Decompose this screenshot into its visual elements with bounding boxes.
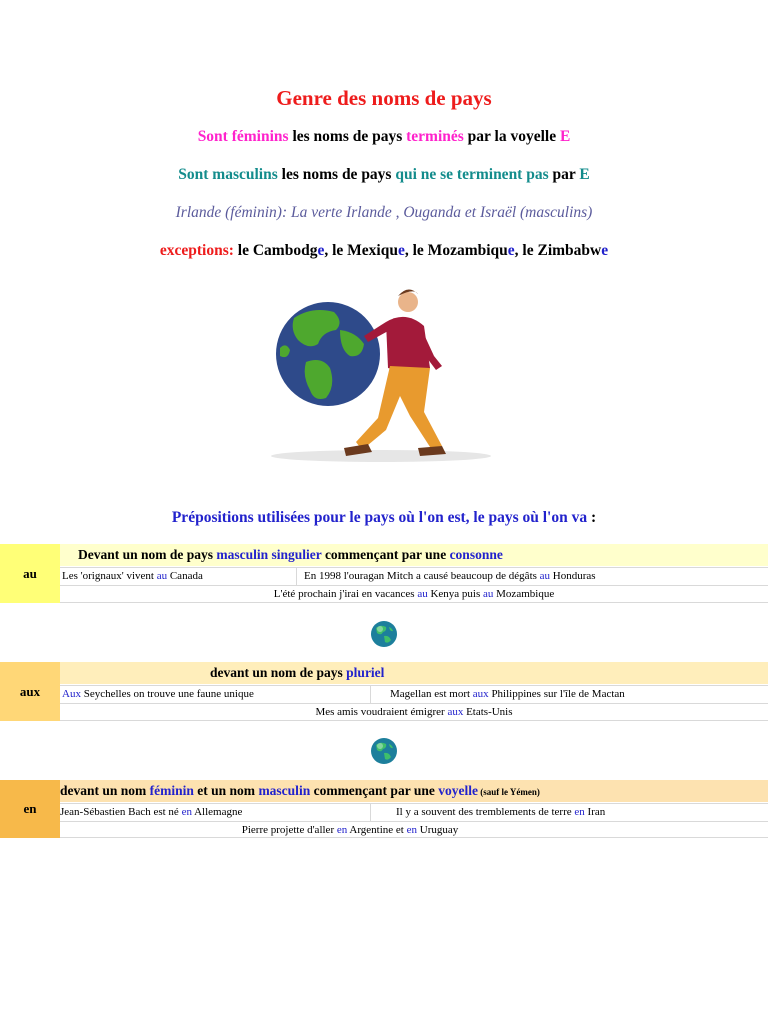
- letter-e: E: [559, 128, 571, 145]
- example-text: Pierre projette d'aller: [241, 824, 337, 836]
- exceptions-line: [0, 242, 768, 260]
- example-cell: [390, 686, 625, 703]
- head-keyword: pluriel: [346, 665, 385, 680]
- head-text: commençant par une: [321, 547, 450, 562]
- preposition: au: [539, 570, 551, 582]
- section-label-au: au: [0, 544, 60, 603]
- example-text: Il y a souvent des tremblements de terre: [396, 806, 575, 818]
- preposition: aux: [472, 688, 489, 700]
- example-cell: [304, 568, 596, 585]
- rule-text: les noms de pays: [277, 166, 396, 183]
- page-title: Genre des noms de pays: [276, 86, 492, 110]
- example-text: Allemagne: [191, 806, 243, 818]
- head-text: Devant un nom de pays: [78, 547, 217, 562]
- rule-text: les noms de pays: [288, 128, 407, 145]
- section-label-en: en: [0, 780, 60, 838]
- exception-ending: e: [397, 242, 405, 259]
- cell-divider: [370, 686, 371, 703]
- table-row: [60, 703, 768, 721]
- example-text: Canada: [167, 570, 203, 582]
- cell-divider: [296, 568, 297, 585]
- head-text: et un nom: [193, 783, 259, 798]
- example-text: Honduras: [550, 570, 596, 582]
- head-keyword: consonne: [449, 547, 503, 562]
- exception-word: , le Mexiqu: [324, 242, 398, 259]
- preposition: en: [574, 806, 585, 818]
- exception-word: , le Mozambiqu: [404, 242, 508, 259]
- table-row: [60, 685, 768, 703]
- rule-feminine: [0, 128, 768, 146]
- masculine-term: Sont masculins: [178, 166, 278, 183]
- table-row: [60, 585, 768, 603]
- exception-word: , le Zimbabw: [514, 242, 602, 259]
- head-keyword: féminin: [149, 783, 194, 798]
- example-text: Mozambique: [493, 588, 555, 600]
- exception-ending: e: [317, 242, 325, 259]
- exception-ending: e: [507, 242, 515, 259]
- section-head-en: [60, 780, 768, 802]
- example-text: Magellan est mort: [390, 688, 473, 700]
- section-en: [0, 780, 768, 838]
- example-text: Etats-Unis: [463, 706, 513, 718]
- preposition: au: [156, 570, 168, 582]
- example-line: Irlande (féminin): La verte Irlande , Ouganda et Israël (masculins): [175, 204, 593, 221]
- example-cell: [396, 804, 605, 821]
- rule-masculine: [0, 166, 768, 184]
- cell-divider: [370, 804, 371, 821]
- walking-man-with-globe-illustration: [236, 278, 526, 488]
- preposition: en: [181, 806, 192, 818]
- preposition: en: [406, 824, 418, 836]
- prepositions-heading-colon: :: [587, 509, 597, 526]
- example-text: En 1998 l'ouragan Mitch a causé beaucoup de dégâts: [304, 570, 540, 582]
- exception-ending: e: [601, 242, 609, 259]
- head-keyword: voyelle: [438, 783, 478, 798]
- example-cell: [62, 686, 254, 703]
- rule-text: par: [548, 166, 580, 183]
- preposition: aux: [447, 706, 464, 718]
- head-keyword: masculin: [258, 783, 311, 798]
- example-text: Philippines sur l'île de Mactan: [488, 688, 625, 700]
- rule-text: par la voyelle: [463, 128, 560, 145]
- example-text: Iran: [584, 806, 606, 818]
- example-cell: [60, 586, 768, 603]
- section-label-aux: aux: [0, 662, 60, 721]
- example-text: Uruguay: [417, 824, 459, 836]
- ending-term: terminés: [406, 128, 464, 145]
- table-row: [60, 803, 768, 821]
- example-cell: [60, 704, 768, 721]
- head-text: devant un nom de pays: [210, 665, 347, 680]
- example-text: Seychelles on trouve une faune unique: [80, 688, 254, 700]
- example-text: Les 'orignaux' vivent: [62, 570, 157, 582]
- letter-e: E: [579, 166, 590, 183]
- section-aux: [0, 662, 768, 721]
- example-text: Argentine et: [347, 824, 407, 836]
- feminine-term: Sont féminins: [197, 128, 289, 145]
- prepositions-heading: [0, 509, 768, 527]
- preposition: au: [417, 588, 428, 600]
- head-text: devant un nom: [60, 783, 150, 798]
- preposition: au: [483, 588, 494, 600]
- example-text: Mes amis voudraient émigrer: [315, 706, 448, 718]
- globe-icon: [369, 619, 399, 649]
- row-border: [60, 720, 768, 721]
- example-text: Kenya puis: [427, 588, 484, 600]
- table-row: [60, 567, 768, 585]
- head-text: commençant par une: [310, 783, 439, 798]
- section-head-au: [60, 544, 768, 566]
- prepositions-heading-text: Prépositions utilisées pour le pays où l'on est, le pays où l'on va: [171, 509, 588, 526]
- example-cell: [60, 804, 242, 821]
- head-keyword: masculin singulier: [216, 547, 322, 562]
- ending-term: qui ne se terminent pas: [395, 166, 549, 183]
- example-text: Jean-Sébastien Bach est né: [60, 806, 182, 818]
- globe-icon: [369, 736, 399, 766]
- head-note: (sauf le Yémen): [477, 787, 540, 797]
- example-cell: [62, 568, 203, 585]
- preposition: Aux: [62, 688, 81, 700]
- preposition: en: [336, 824, 348, 836]
- exceptions-label: exceptions:: [159, 242, 234, 259]
- section-au: [0, 544, 768, 603]
- exception-word: le Cambodg: [233, 242, 318, 259]
- row-border: [60, 602, 768, 603]
- example-text: L'été prochain j'irai en vacances: [273, 588, 418, 600]
- section-head-aux: [60, 662, 768, 684]
- row-border: [60, 837, 768, 838]
